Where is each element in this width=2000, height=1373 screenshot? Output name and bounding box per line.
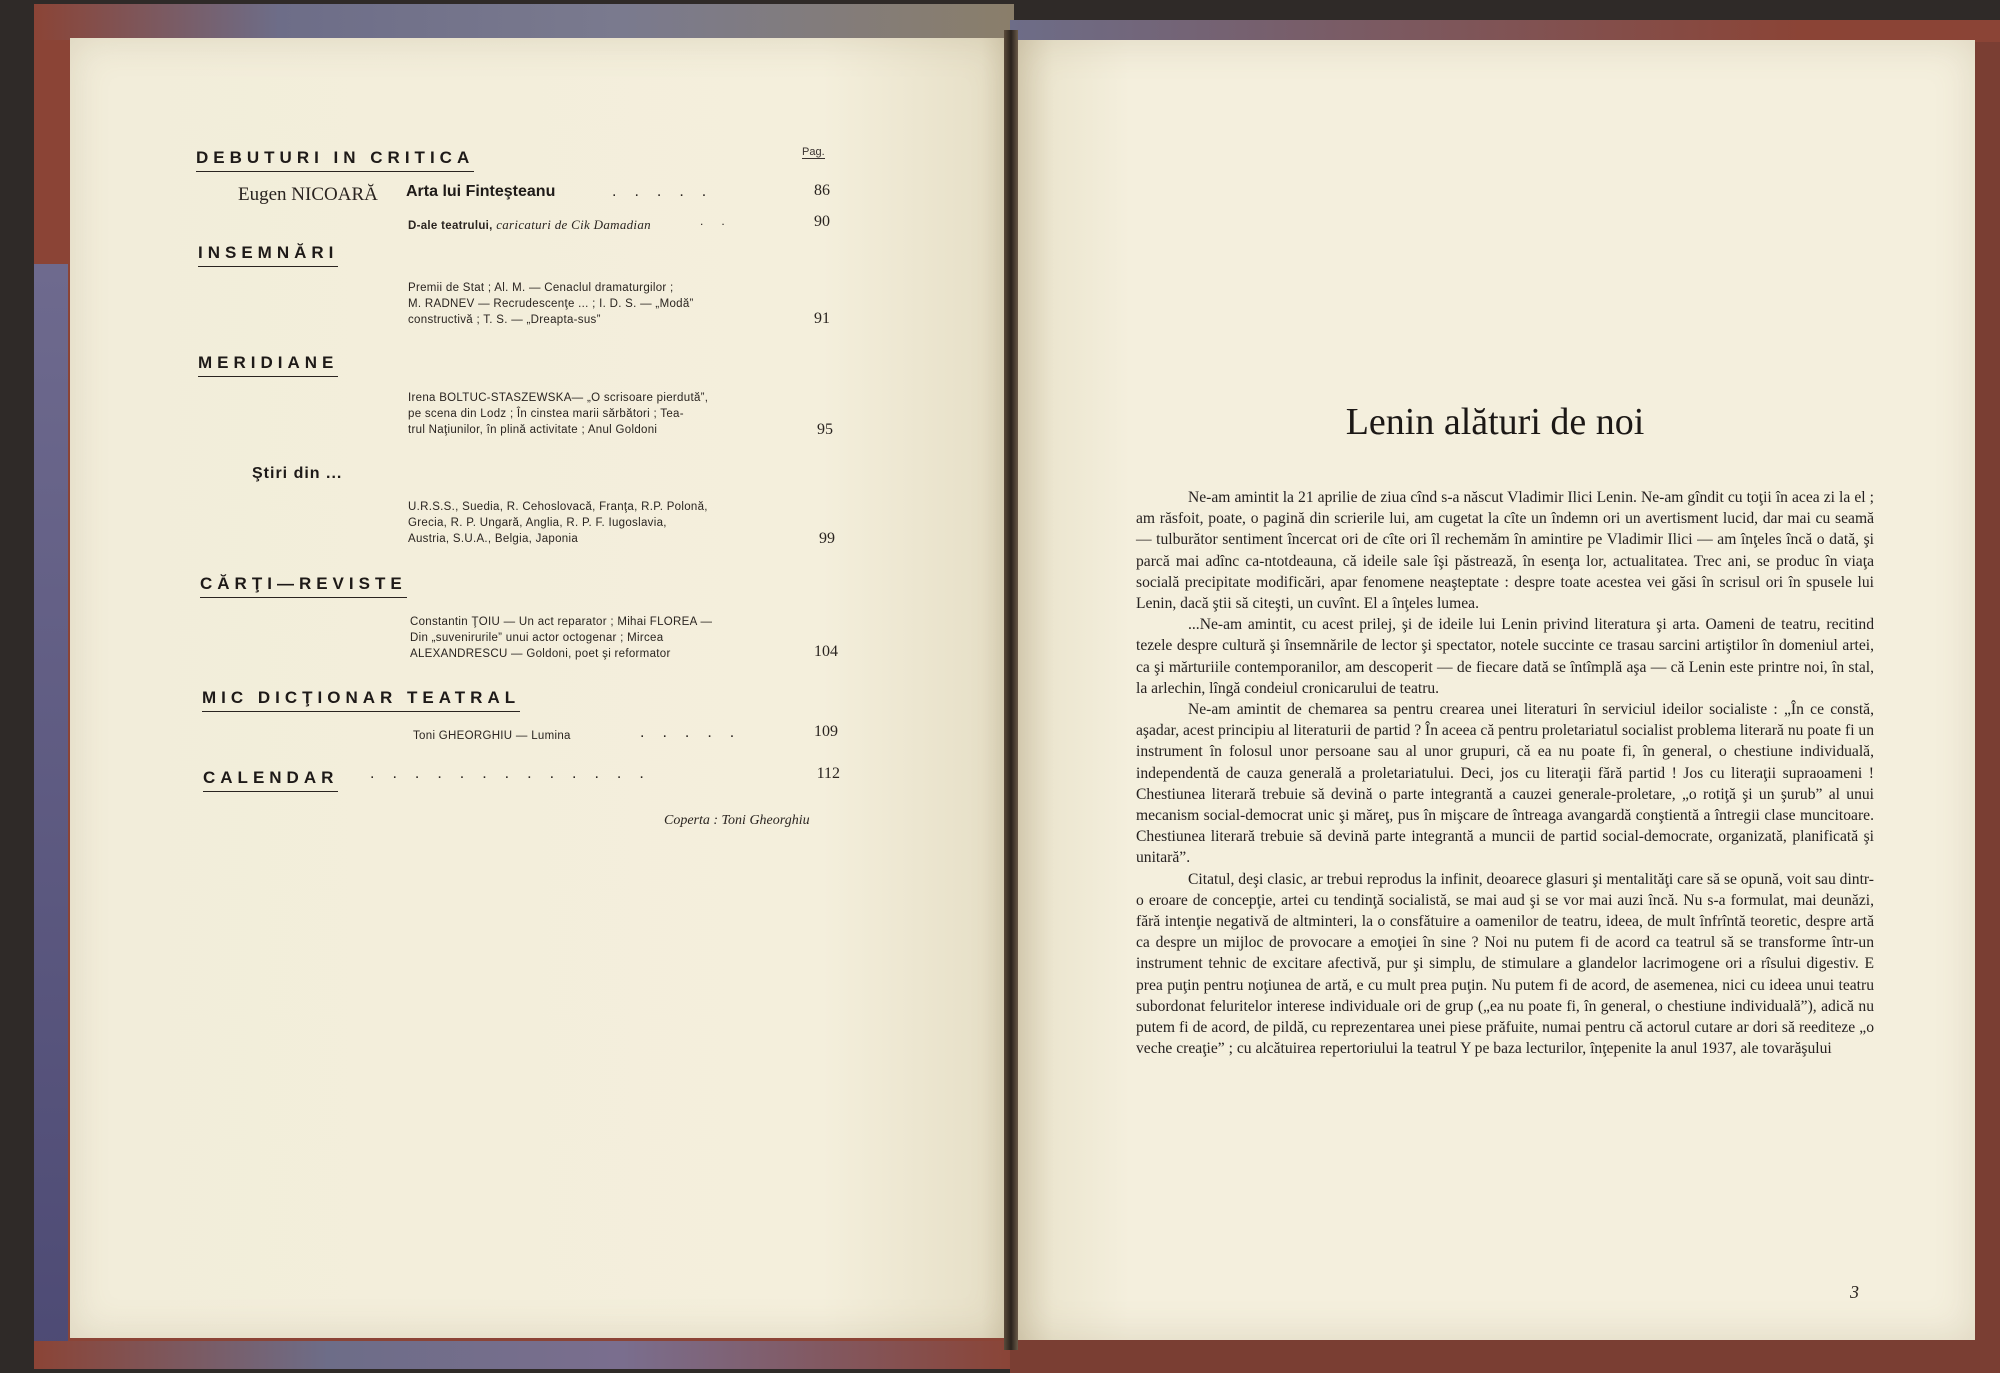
toc-entry-dale	[408, 217, 651, 234]
article-paragraph: Ne-am amintit la 21 aprilie de ziua cînd s-a născut Vladimir Ilici Lenin. Ne-am gîndit cu toţii în acea zi la el ; am răsfoit, poate, o pagină din scrierile lui, am cugetat la cîte un îndemn ori un avertisment lucid, dar mai cu seamă — tulburător sentiment încercat ori de cîte ori îl rechemăm în amintire pe Vladimir Ilici — am înţeles încă o dată, şi parcă mai adînc ca-ntotdeauna, că ideile sale îşi păstrează, în esenţa lor, actualitatea. Trec ani, se produc în viaţa socială precipitate modificări, apar fenomene neaşteptate : despre toate acestea vei găsi în scrisul ori în spusele lui Lenin, dacă ştii să citeşti, un cuvînt. El a înţeles lumea.	[1136, 489, 1874, 613]
toc-dots: ..	[700, 214, 743, 228]
toc-coperta: Coperta : Toni Gheorghiu	[664, 813, 810, 828]
section-mic-dictionar: MIC DICŢIONAR TEATRAL	[202, 688, 520, 712]
article-title: Lenin alături de noi	[1345, 401, 1645, 443]
toc-carti-line: Constantin ŢOIU — Un act reparator ; Mihai FLOREA —	[410, 616, 713, 628]
toc-page-90: 90	[814, 213, 830, 230]
toc-page-112: 112	[816, 765, 840, 782]
toc-dots: .....	[640, 724, 753, 741]
pag-label: Pag.	[802, 146, 825, 158]
section-insemnari: INSEMNĂRI	[198, 243, 338, 267]
toc-stiri-entry	[408, 499, 788, 547]
toc-meridiane-line: trul Naţiunilor, în plină activitate ; Anul Goldoni	[408, 424, 658, 436]
toc-carti-line: ALEXANDRESCU — Goldoni, poet şi reformator	[410, 648, 671, 660]
toc-meridiane-line: pe scena din Lodz ; În cinstea marii sărbători ; Tea-	[408, 408, 684, 420]
article-body	[1136, 487, 1874, 1059]
toc-mic-entry: Toni GHEORGHIU — Lumina	[413, 730, 571, 742]
toc-insemnari-line: Premii de Stat ; Al. M. — Cenaclul dramaturgilor ;	[408, 282, 674, 294]
toc-entry-dale-caric: caricaturi de Cik Damadian	[496, 217, 651, 232]
toc-author-nicoara: Eugen NICOARĂ	[238, 184, 378, 205]
section-meridiane: MERIDIANE	[198, 353, 338, 377]
toc-page-95: 95	[817, 421, 833, 438]
cover-band-top	[34, 4, 1014, 40]
cover-band-top-right	[1010, 20, 2000, 42]
toc-carti-entry	[410, 614, 790, 662]
toc-insemnari-line: constructivă ; T. S. — „Dreapta-sus”	[408, 314, 601, 326]
book-gutter	[1004, 30, 1018, 1350]
toc-title-arta: Arta lui Finteşteanu	[406, 183, 556, 200]
section-carti: CĂRŢI—REVISTE	[200, 574, 407, 598]
toc-stiri-line: Austria, S.U.A., Belgia, Japonia	[408, 533, 579, 545]
toc-meridiane-entry	[408, 390, 788, 438]
toc-page-99: 99	[819, 530, 835, 547]
cover-band-bottom	[34, 1341, 1014, 1369]
toc-insemnari-line: M. RADNEV — Recrudescenţe ... ; I. D. S. — „Modă”	[408, 298, 694, 310]
toc-dots: .............	[370, 765, 662, 782]
toc-meridiane-line: Irena BOLTUC-STASZEWSKA— „O scrisoare pierdută”,	[408, 392, 709, 404]
article-paragraph: Ne-am amintit de chemarea sa pentru crearea unei literaturi în serviciul ideilor socialiste : „În ce constă, aşadar, acest principiu al literaturii de partid ? În aceea că pentru proletariatul socialist problema literară nu poate fi un instrument în folosul unor persoane sau al unor grupuri, că ea nu poate fi, în general, o chestiune individuală, independentă de cauza generală a proletariatului. Deci, jos cu literaţii fără partid ! Jos cu literaţii supraoameni ! Chestiunea literară trebuie să devină o parte integrantă a cauzei generale-proletare, „o rotiţă şi un şurub” al unui mecanism social-democrat unic şi măreţ, pus în mişcare de întreaga avangardă conştientă a întregii clase muncitoare. Chestiunea literară trebuie să devină parte integrantă a muncii de partid social-democrate, organizată, planificată şi unitară”.	[1136, 701, 1875, 867]
toc-page-109: 109	[814, 723, 838, 740]
toc-stiri-line: Grecia, R. P. Ungară, Anglia, R. P. F. Iugoslavia,	[408, 517, 667, 529]
toc-page-91: 91	[814, 310, 830, 327]
toc-carti-line: Din „suvenirurile” unui actor octogenar ; Mircea	[410, 632, 664, 644]
toc-insemnari-entry	[408, 280, 788, 328]
article-paragraph: ...Ne-am amintit, cu acest prilej, şi de ideile lui Lenin privind literatura şi arta. Oameni de teatru, recitind tezele despre cultură şi însemnările de lector şi spectator, notele succinte ce trasau sarcini artiştilor în domeniul artei, ca şi mărturiile contemporanilor, am descoperit — de fiecare dată se întîmplă aşa — că Lenin este printre noi, în stal, la arlechin, lîngă condeiul cronicarului de teatru.	[1136, 616, 1874, 697]
section-calendar: CALENDAR	[203, 768, 338, 792]
section-debuturi: DEBUTURI IN CRITICA	[196, 148, 474, 172]
toc-stiri-line: U.R.S.S., Suedia, R. Cehoslovacă, Franţa, R.P. Polonă,	[408, 501, 708, 513]
cover-edge-left	[34, 264, 68, 1364]
toc-page-104: 104	[814, 643, 838, 660]
article-paragraph: Citatul, deşi clasic, ar trebui reprodus la infinit, deoarece glasuri şi mentalităţi care să se opună, voit sau dintr-o eroare de concepţie, artei cu tendinţă socialistă, se mai aud şi se vor mai auzi încă. Nu s-a formulat, mai deunăzi, fără intenţie negativă de altminteri, la o consfătuire a oamenilor de teatru, ideea, de mult înfrîntă teoretic, despre artă ca despre un mijloc de provocare a emoţiei în sine ? Noi nu putem fi de acord ca teatrul să se transforme într-un instrument tehnic de excitare afectivă, pur şi simplu, de stimulare a glandelor lacrimogene ori a rîsului digestiv. E prea puţin pentru noţiunea de artă, e cu mult prea puţin. Nu putem fi de acord, de asemenea, nici cu ideea unui teatru subordonat feluritelor interese individuale ori de grup („ea nu poate fi, în general, o chestiune individuală”), adică nu putem fi de acord, de pildă, cu reprezentarea unei piese prăfuite, numai pentru că actorul cutare ar dori să reediteze „o veche creaţie” ; cu alcătuirea repertoriului la teatrul Y pe baza lecturilor, înţepenite la anul 1937, ale tovarăşului	[1136, 870, 1874, 1058]
toc-stiri-label: Ştiri din ...	[252, 465, 343, 482]
toc-dots: .....	[612, 183, 725, 200]
toc-page-86: 86	[814, 182, 830, 199]
toc-entry-dale-label: D-ale teatrului,	[408, 220, 493, 232]
page-number: 3	[1850, 1282, 1859, 1302]
